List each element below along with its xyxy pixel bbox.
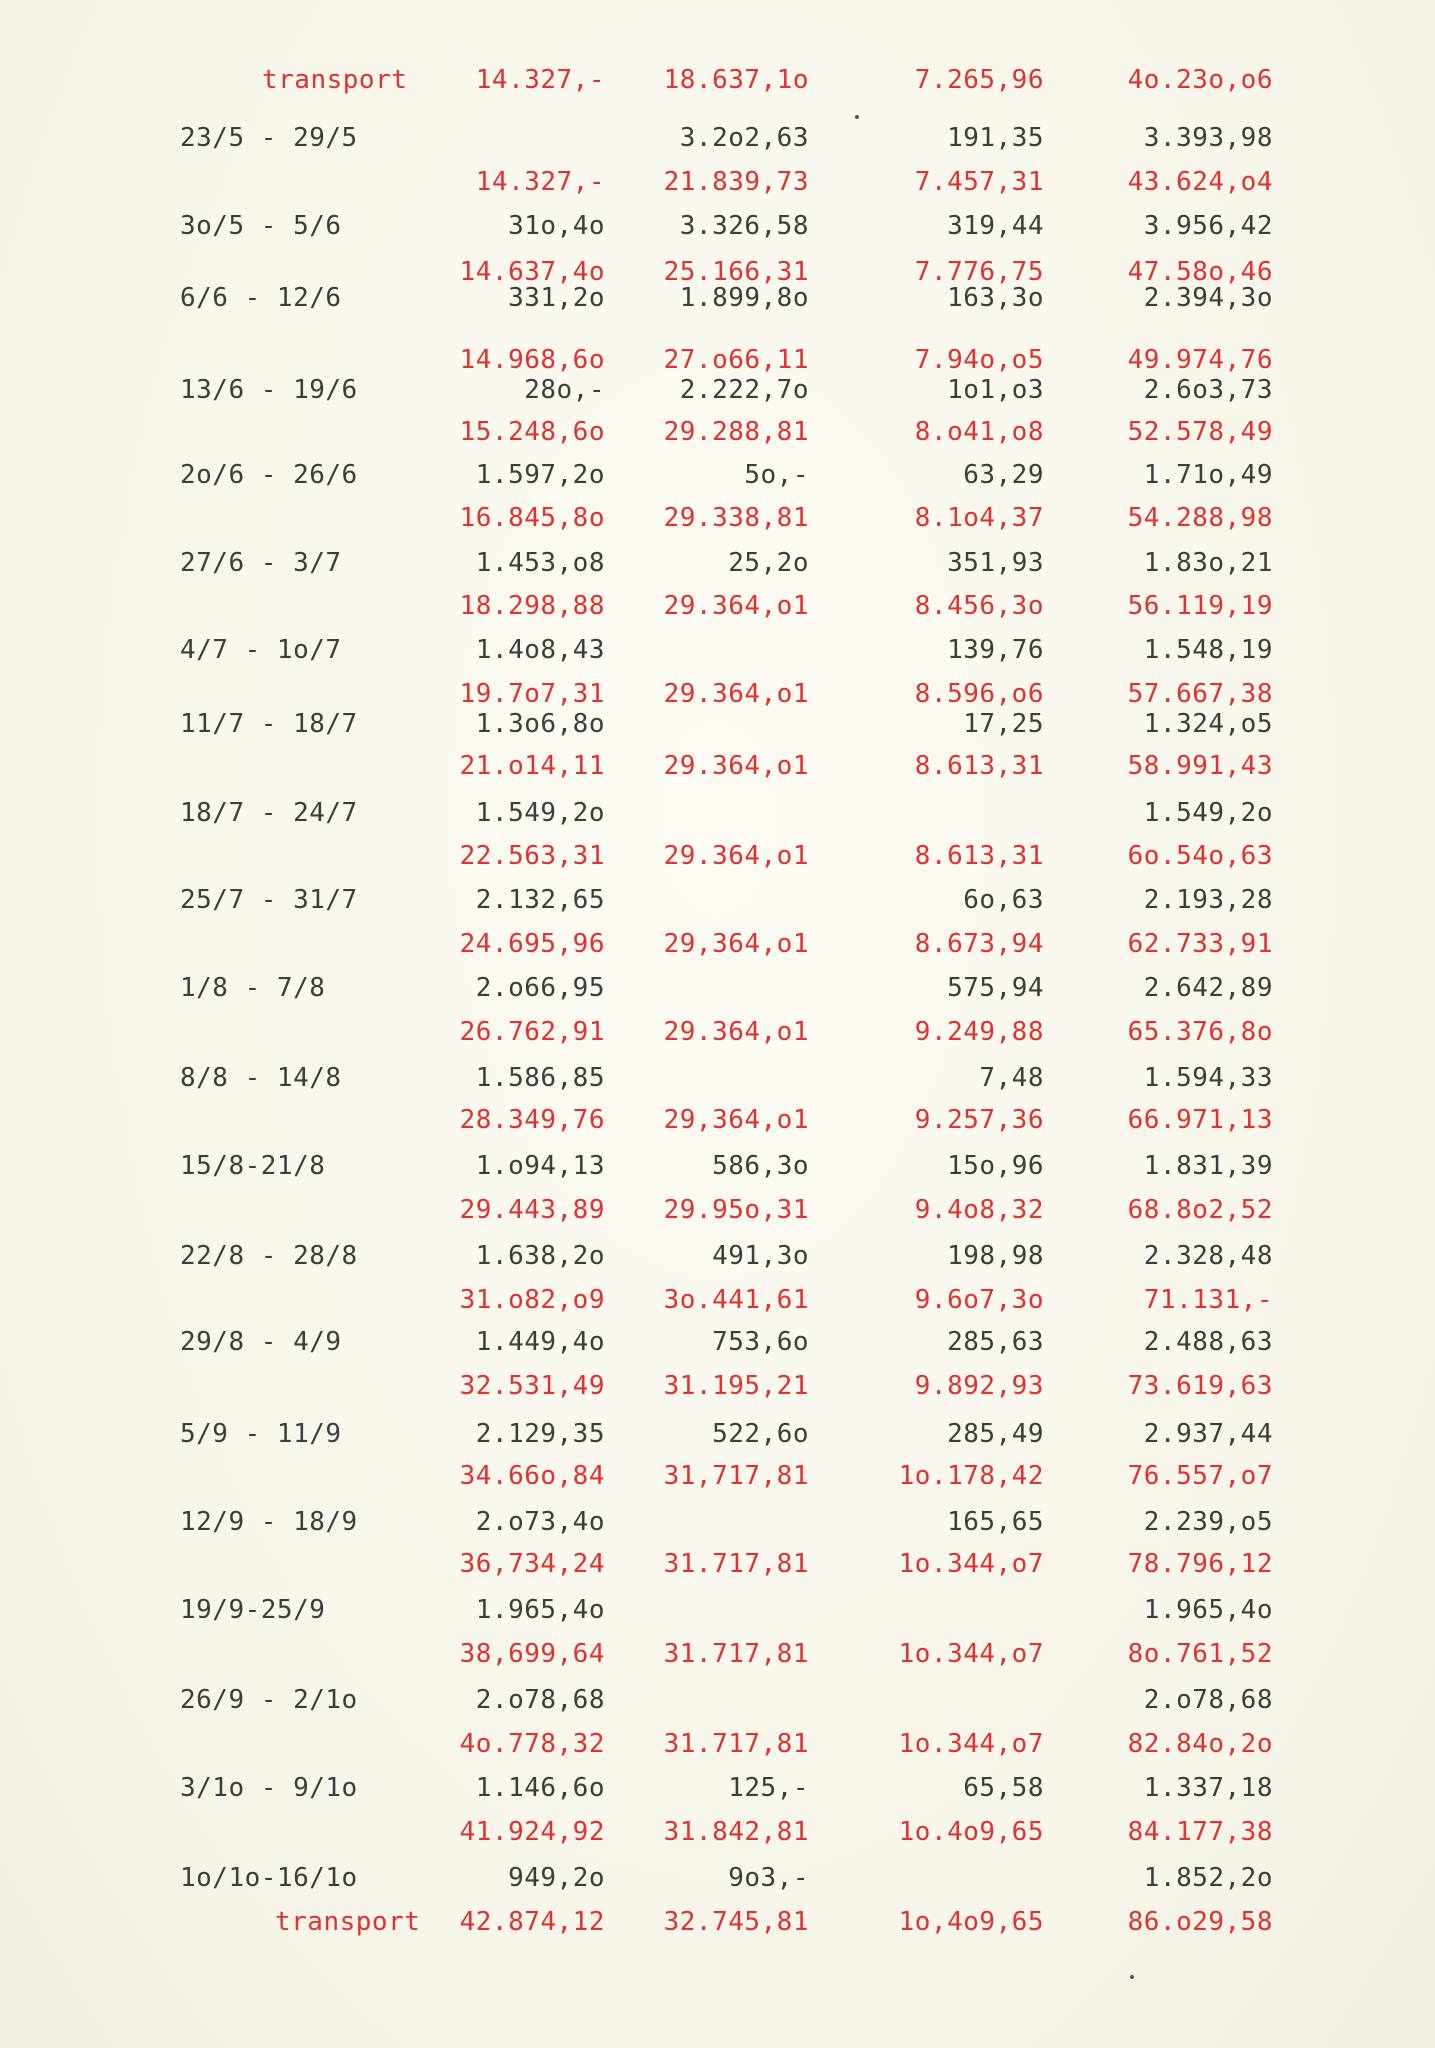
week-range-label: 27/6 - 3/7 — [180, 548, 342, 578]
week-range-label: 22/8 - 28/8 — [180, 1241, 358, 1271]
amount-c2: 29.364,o1 — [663, 679, 809, 709]
week-row — [0, 1146, 1435, 1186]
amount-c3: 1o.344,o7 — [898, 1729, 1044, 1759]
amount-c2: 21.839,73 — [663, 167, 809, 197]
week-range-label: 12/9 - 18/9 — [180, 1507, 358, 1537]
amount-c3: 9.257,36 — [914, 1105, 1044, 1135]
amount-c4: 1.337,18 — [1143, 1773, 1273, 1803]
amount-c3: 8.o41,o8 — [914, 417, 1044, 447]
amount-c1: 14.327,- — [475, 65, 605, 95]
amount-c3: 163,3o — [947, 283, 1044, 313]
amount-c1: 1.586,85 — [475, 1063, 605, 1093]
amount-c1: 29.443,89 — [459, 1195, 605, 1225]
week-range-label: 5/9 - 11/9 — [180, 1419, 342, 1449]
amount-c1: 26.762,91 — [459, 1017, 605, 1047]
week-row — [0, 793, 1435, 833]
amount-c1: 1.3o6,8o — [475, 709, 605, 739]
amount-c4: 1.549,2o — [1143, 798, 1273, 828]
week-row — [0, 1414, 1435, 1454]
amount-c3: 1o1,o3 — [947, 375, 1044, 405]
amount-c3: 191,35 — [947, 123, 1044, 153]
amount-c2: 3.326,58 — [679, 211, 809, 241]
amount-c4: 2.937,44 — [1143, 1419, 1273, 1449]
amount-c3: 285,63 — [947, 1327, 1044, 1357]
amount-c3: 8.1o4,37 — [914, 503, 1044, 533]
week-row — [0, 1768, 1435, 1808]
week-row — [0, 968, 1435, 1008]
transport-label: transport — [275, 1907, 421, 1937]
amount-c3: 8.613,31 — [914, 841, 1044, 871]
week-row — [0, 1322, 1435, 1362]
amount-c1: 19.7o7,31 — [459, 679, 605, 709]
amount-c1: 331,2o — [508, 283, 605, 313]
amount-c4: 3.956,42 — [1143, 211, 1273, 241]
week-range-label: 23/5 - 29/5 — [180, 123, 358, 153]
week-range-label: 8/8 - 14/8 — [180, 1063, 342, 1093]
amount-c4: 1.965,4o — [1143, 1595, 1273, 1625]
amount-c2: 29.338,81 — [663, 503, 809, 533]
amount-c1: 36,734,24 — [459, 1549, 605, 1579]
amount-c2: 29.288,81 — [663, 417, 809, 447]
amount-c2: 27.o66,11 — [663, 345, 809, 375]
amount-c1: 28.349,76 — [459, 1105, 605, 1135]
amount-c2: 29.364,o1 — [663, 1017, 809, 1047]
amount-c4: 2.488,63 — [1143, 1327, 1273, 1357]
amount-c3: 9.6o7,3o — [914, 1285, 1044, 1315]
amount-c3: 1o.178,42 — [898, 1461, 1044, 1491]
amount-c1: 32.531,49 — [459, 1371, 605, 1401]
week-row — [0, 1590, 1435, 1630]
week-range-label: 13/6 - 19/6 — [180, 375, 358, 405]
subtotal-row — [0, 1100, 1435, 1140]
amount-c3: 575,94 — [947, 973, 1044, 1003]
amount-c2: 586,3o — [712, 1151, 809, 1181]
amount-c4: 56.119,19 — [1127, 591, 1273, 621]
amount-c2: 3.2o2,63 — [679, 123, 809, 153]
amount-c2: 29,364,o1 — [663, 1105, 809, 1135]
subtotal-row — [0, 1456, 1435, 1496]
amount-c4: 62.733,91 — [1127, 929, 1273, 959]
week-row — [0, 1058, 1435, 1098]
amount-c4: 43.624,o4 — [1127, 167, 1273, 197]
amount-c4: 58.991,43 — [1127, 751, 1273, 781]
week-range-label: 1/8 - 7/8 — [180, 973, 326, 1003]
week-row — [0, 1236, 1435, 1276]
amount-c1: 949,2o — [508, 1863, 605, 1893]
amount-c1: 2.o73,4o — [475, 1507, 605, 1537]
amount-c3: 1o,4o9,65 — [898, 1907, 1044, 1937]
week-range-label: 1o/1o-16/1o — [180, 1863, 358, 1893]
amount-c4: 1.548,19 — [1143, 635, 1273, 665]
amount-c3: 8.596,o6 — [914, 679, 1044, 709]
amount-c4: 1.83o,21 — [1143, 548, 1273, 578]
subtotal-row — [0, 1634, 1435, 1674]
amount-c4: 6o.54o,63 — [1127, 841, 1273, 871]
amount-c3: 351,93 — [947, 548, 1044, 578]
amount-c3: 15o,96 — [947, 1151, 1044, 1181]
subtotal-row — [0, 924, 1435, 964]
subtotal-row — [0, 1544, 1435, 1584]
subtotal-row — [0, 1190, 1435, 1230]
amount-c4: 1.594,33 — [1143, 1063, 1273, 1093]
amount-c1: 28o,- — [524, 375, 605, 405]
amount-c1: 1.638,2o — [475, 1241, 605, 1271]
amount-c1: 2.o66,95 — [475, 973, 605, 1003]
week-row — [0, 118, 1435, 158]
subtotal-row — [0, 498, 1435, 538]
amount-c2: 25.166,31 — [663, 257, 809, 287]
amount-c2: 29.364,o1 — [663, 751, 809, 781]
amount-c1: 14.968,6o — [459, 345, 605, 375]
amount-c1: 31.o82,o9 — [459, 1285, 605, 1315]
amount-c3: 17,25 — [963, 709, 1044, 739]
amount-c3: 7.776,75 — [914, 257, 1044, 287]
amount-c4: 2.6o3,73 — [1143, 375, 1273, 405]
amount-c4: 86.o29,58 — [1127, 1907, 1273, 1937]
amount-c3: 285,49 — [947, 1419, 1044, 1449]
week-range-label: 29/8 - 4/9 — [180, 1327, 342, 1357]
amount-c2: 491,3o — [712, 1241, 809, 1271]
week-range-label: 3/1o - 9/1o — [180, 1773, 358, 1803]
amount-c3: 139,76 — [947, 635, 1044, 665]
amount-c4: 3.393,98 — [1143, 123, 1273, 153]
week-row — [0, 278, 1435, 318]
week-range-label: 25/7 - 31/7 — [180, 885, 358, 915]
amount-c1: 15.248,6o — [459, 417, 605, 447]
amount-c4: 1.852,2o — [1143, 1863, 1273, 1893]
amount-c4: 73.619,63 — [1127, 1371, 1273, 1401]
amount-c1: 2.132,65 — [475, 885, 605, 915]
amount-c4: 71.131,- — [1143, 1285, 1273, 1315]
amount-c4: 68.8o2,52 — [1127, 1195, 1273, 1225]
amount-c3: 1o.4o9,65 — [898, 1817, 1044, 1847]
amount-c1: 2.129,35 — [475, 1419, 605, 1449]
amount-c2: 522,6o — [712, 1419, 809, 1449]
subtotal-row — [0, 412, 1435, 452]
amount-c2: 1.899,8o — [679, 283, 809, 313]
week-row — [0, 1680, 1435, 1720]
amount-c2: 25,2o — [728, 548, 809, 578]
week-range-label: 19/9-25/9 — [180, 1595, 326, 1625]
subtotal-row — [0, 1012, 1435, 1052]
amount-c2: 29.364,o1 — [663, 591, 809, 621]
amount-c4: 2.o78,68 — [1143, 1685, 1273, 1715]
subtotal-row — [0, 586, 1435, 626]
amount-c4: 84.177,38 — [1127, 1817, 1273, 1847]
amount-c2: 32.745,81 — [663, 1907, 809, 1937]
transport-row — [0, 1902, 1435, 1942]
amount-c2: 29.95o,31 — [663, 1195, 809, 1225]
week-row — [0, 543, 1435, 583]
amount-c1: 1.4o8,43 — [475, 635, 605, 665]
amount-c2: 125,- — [728, 1773, 809, 1803]
ink-dot — [855, 115, 859, 119]
amount-c1: 22.563,31 — [459, 841, 605, 871]
week-row — [0, 1858, 1435, 1898]
amount-c1: 2.o78,68 — [475, 1685, 605, 1715]
week-range-label: 15/8-21/8 — [180, 1151, 326, 1181]
subtotal-row — [0, 746, 1435, 786]
amount-c4: 49.974,76 — [1127, 345, 1273, 375]
amount-c2: 3o.441,61 — [663, 1285, 809, 1315]
amount-c3: 1o.344,o7 — [898, 1639, 1044, 1669]
amount-c4: 47.58o,46 — [1127, 257, 1273, 287]
amount-c2: 18.637,1o — [663, 65, 809, 95]
amount-c4: 2.642,89 — [1143, 973, 1273, 1003]
week-range-label: 2o/6 - 26/6 — [180, 460, 358, 490]
amount-c3: 7.94o,o5 — [914, 345, 1044, 375]
amount-c2: 753,6o — [712, 1327, 809, 1357]
amount-c4: 4o.23o,o6 — [1127, 65, 1273, 95]
week-range-label: 3o/5 - 5/6 — [180, 211, 342, 241]
week-row — [0, 206, 1435, 246]
week-row — [0, 880, 1435, 920]
amount-c3: 63,29 — [963, 460, 1044, 490]
amount-c3: 7,48 — [979, 1063, 1044, 1093]
amount-c1: 1.o94,13 — [475, 1151, 605, 1181]
week-range-label: 4/7 - 1o/7 — [180, 635, 342, 665]
amount-c2: 31.717,81 — [663, 1549, 809, 1579]
amount-c3: 8.456,3o — [914, 591, 1044, 621]
week-row — [0, 370, 1435, 410]
amount-c2: 9o3,- — [728, 1863, 809, 1893]
amount-c4: 57.667,38 — [1127, 679, 1273, 709]
amount-c4: 2.239,o5 — [1143, 1507, 1273, 1537]
amount-c3: 6o,63 — [963, 885, 1044, 915]
amount-c4: 1.71o,49 — [1143, 460, 1273, 490]
amount-c1: 42.874,12 — [459, 1907, 605, 1937]
amount-c2: 29,364,o1 — [663, 929, 809, 959]
amount-c3: 7.265,96 — [914, 65, 1044, 95]
week-range-label: 18/7 - 24/7 — [180, 798, 358, 828]
week-row — [0, 704, 1435, 744]
transport-label: transport — [262, 65, 408, 95]
amount-c1: 1.146,6o — [475, 1773, 605, 1803]
amount-c1: 1.549,2o — [475, 798, 605, 828]
week-range-label: 26/9 - 2/1o — [180, 1685, 358, 1715]
amount-c1: 1.965,4o — [475, 1595, 605, 1625]
amount-c3: 9.249,88 — [914, 1017, 1044, 1047]
amount-c3: 8.673,94 — [914, 929, 1044, 959]
subtotal-row — [0, 1812, 1435, 1852]
amount-c2: 29.364,o1 — [663, 841, 809, 871]
amount-c3: 1o.344,o7 — [898, 1549, 1044, 1579]
amount-c4: 8o.761,52 — [1127, 1639, 1273, 1669]
amount-c2: 31,717,81 — [663, 1461, 809, 1491]
amount-c1: 1.453,o8 — [475, 548, 605, 578]
subtotal-row — [0, 1280, 1435, 1320]
amount-c1: 14.327,- — [475, 167, 605, 197]
amount-c2: 5o,- — [744, 460, 809, 490]
amount-c2: 31.717,81 — [663, 1729, 809, 1759]
amount-c4: 2.394,3o — [1143, 283, 1273, 313]
amount-c1: 34.66o,84 — [459, 1461, 605, 1491]
week-row — [0, 455, 1435, 495]
amount-c4: 76.557,o7 — [1127, 1461, 1273, 1491]
week-range-label: 6/6 - 12/6 — [180, 283, 342, 313]
amount-c1: 14.637,4o — [459, 257, 605, 287]
week-row — [0, 630, 1435, 670]
amount-c4: 54.288,98 — [1127, 503, 1273, 533]
amount-c3: 65,58 — [963, 1773, 1044, 1803]
amount-c3: 7.457,31 — [914, 167, 1044, 197]
amount-c4: 82.84o,2o — [1127, 1729, 1273, 1759]
amount-c1: 38,699,64 — [459, 1639, 605, 1669]
amount-c2: 31.717,81 — [663, 1639, 809, 1669]
amount-c4: 2.328,48 — [1143, 1241, 1273, 1271]
subtotal-row — [0, 1366, 1435, 1406]
amount-c2: 31.195,21 — [663, 1371, 809, 1401]
amount-c3: 165,65 — [947, 1507, 1044, 1537]
week-range-label: 11/7 - 18/7 — [180, 709, 358, 739]
subtotal-row — [0, 836, 1435, 876]
amount-c4: 2.193,28 — [1143, 885, 1273, 915]
amount-c3: 9.4o8,32 — [914, 1195, 1044, 1225]
week-row — [0, 1502, 1435, 1542]
amount-c1: 24.695,96 — [459, 929, 605, 959]
amount-c3: 8.613,31 — [914, 751, 1044, 781]
amount-c4: 65.376,8o — [1127, 1017, 1273, 1047]
amount-c3: 198,98 — [947, 1241, 1044, 1271]
amount-c4: 1.324,o5 — [1143, 709, 1273, 739]
amount-c3: 319,44 — [947, 211, 1044, 241]
amount-c1: 1.449,4o — [475, 1327, 605, 1357]
amount-c1: 4o.778,32 — [459, 1729, 605, 1759]
amount-c4: 1.831,39 — [1143, 1151, 1273, 1181]
amount-c3: 9.892,93 — [914, 1371, 1044, 1401]
transport-row — [0, 60, 1435, 100]
amount-c1: 31o,4o — [508, 211, 605, 241]
amount-c4: 52.578,49 — [1127, 417, 1273, 447]
amount-c2: 2.222,7o — [679, 375, 809, 405]
amount-c2: 31.842,81 — [663, 1817, 809, 1847]
subtotal-row — [0, 162, 1435, 202]
ink-dot — [1130, 1975, 1134, 1979]
subtotal-row — [0, 1724, 1435, 1764]
amount-c4: 66.971,13 — [1127, 1105, 1273, 1135]
amount-c1: 16.845,8o — [459, 503, 605, 533]
amount-c1: 1.597,2o — [475, 460, 605, 490]
amount-c1: 41.924,92 — [459, 1817, 605, 1847]
amount-c4: 78.796,12 — [1127, 1549, 1273, 1579]
amount-c1: 21.o14,11 — [459, 751, 605, 781]
amount-c1: 18.298,88 — [459, 591, 605, 621]
